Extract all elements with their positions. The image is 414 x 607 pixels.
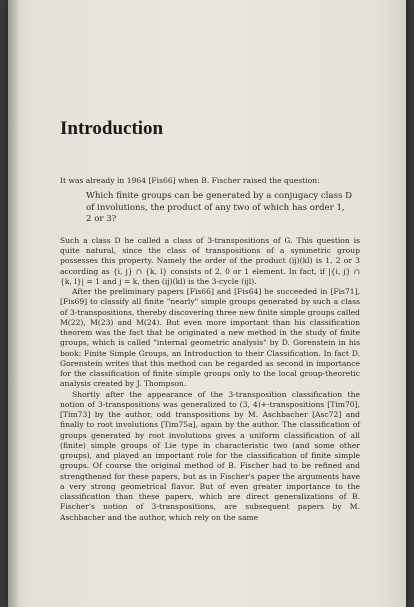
generalization-paragraph: Shortly after the appearance of the 3-transposition classification the notion of 3-transpositions was generalized to (3, 4)+-transpositions [Tim70], [Tim73] by the author, odd transpositions by M. Aschbacher [Asc72] and finally to root involutions [Tim75a], again by the author. The classification of groups generated by root involutions gives a uniform classification of all (finite) simple groups of Lie type in characteristic two (and some other groups), and played an important role for the classification of finite simple groups. Of course the original method of B. Fischer had to be refined and strengthened for these papers, but as in Fischer's paper the arguments have a very strong geometrical flavor. But of even greater importance to the classification than these papers, which are direct generalizations of B. Fischer's notion of 3-transpositions, are subsequent papers by M. Aschbacher and the author, which rely on the same (60, 389, 360, 522)
book-spine-shadow (8, 0, 18, 607)
chapter-title: Introduction (60, 118, 164, 139)
fischer-question: Which finite groups can be generated by a conjugacy class D of involutions, the product of any two of which has order 1, 2 or 3? (86, 191, 352, 225)
definition-paragraph: Such a class D he called a class of 3-transpositions of G. This question is quite natural, since the class of transpositions of a symmetric group possesses this property. Namely the order of the product (ij)(kl) is 1, 2 or 3 according as {i, j} ∩ {k, l} consists of 2, 0 or 1 element. In fact, if |{i, j} ∩ {k, l}| = 1 and j = k, then (ij)(kl) is the 3-cycle (ijl). (60, 235, 360, 286)
history-paragraph: After the preliminary papers [Fis66] and [Fis64] he succeeded in [Fis71], [Fis69] to classify all finite "nearly" simple groups generated by such a class of 3-transpositions, thereby discovering three new finite simple groups called M(22), M(23) and M(24). But even more important than his classification theorem was the fact that he originated a new method in the study of finite groups, which is called "internal geometric analysis" by D. Gorenstein in his book: Finite Simple Groups, an Introduction to their Classification. In fact D. Gorenstein writes that this method can be regarded as second in importance for the classification of finite simple groups only to the local group-theoretic analysis created by J. Thompson. (60, 287, 360, 389)
book-page (8, 0, 406, 607)
intro-paragraph: It was already in 1964 [Fis66] when B. Fischer raised the question: (60, 176, 320, 185)
chapter-body (60, 176, 360, 523)
